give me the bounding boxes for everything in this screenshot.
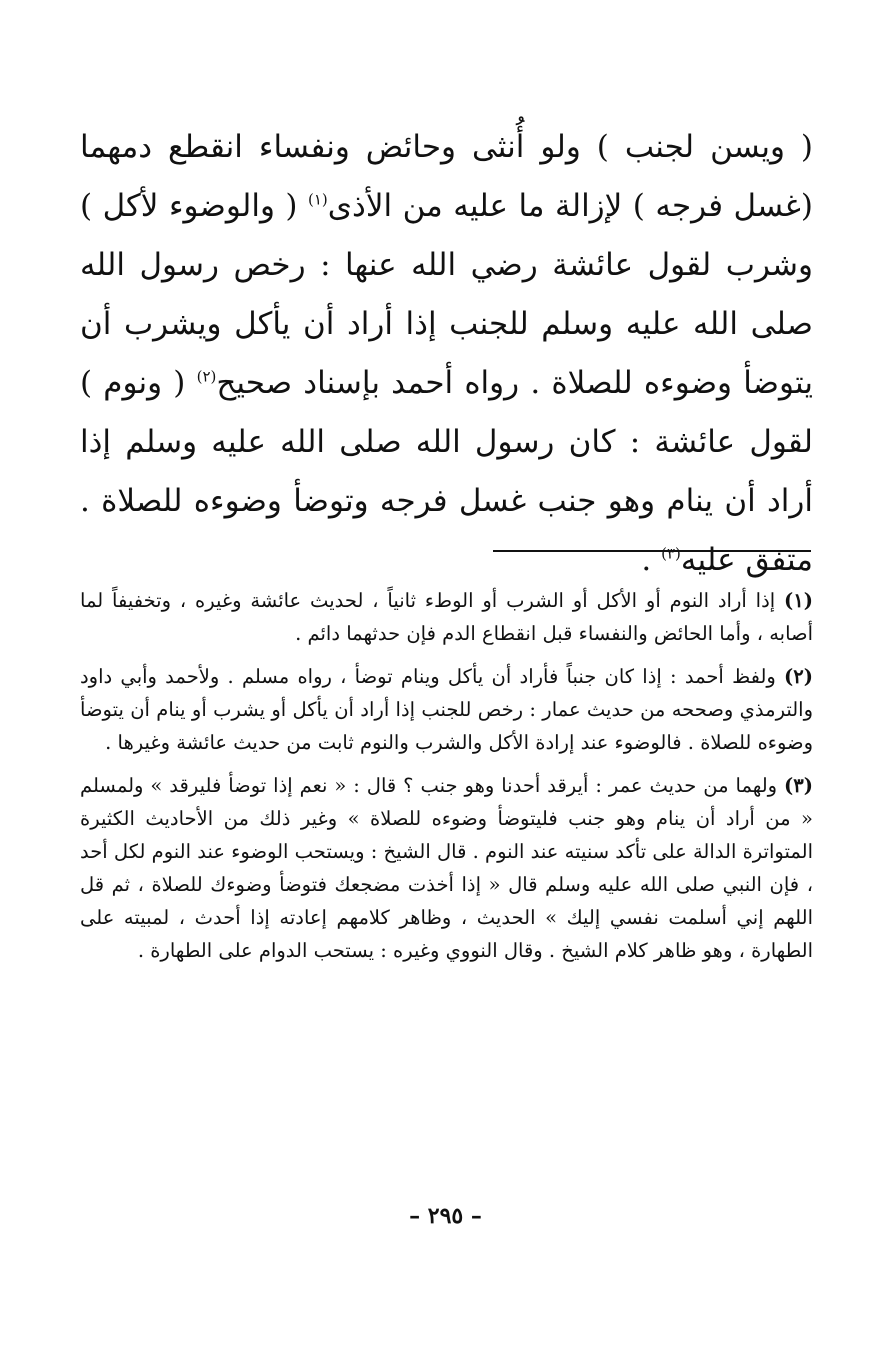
footnote-text: ولفظ أحمد : إذا كان جنباً فأراد أن يأكل وينام توضأ ، رواه مسلم . ولأحمد وأبي داود والترمذي وصححه من حديث عمار : رخص للجنب إذا أراد أن يأكل أو يشرب أو ينام أن يتوضأ وضوءه للصلاة . فالوضوء عند إرادة الأكل والشرب والنوم ثابت من حديث عائشة وغيرها . — [80, 665, 813, 754]
footnote-marker-2[interactable]: (٢) — [196, 367, 217, 386]
footnote-number: (١) — [784, 589, 813, 612]
footnote-1 — [80, 584, 813, 650]
footnote-number: (٢) — [784, 665, 813, 688]
main-paragraph — [80, 118, 813, 590]
footnote-number: (٣) — [784, 774, 813, 797]
footnote-text: ولهما من حديث عمر : أيرقد أحدنا وهو جنب ؟ قال : « نعم إذا توضأ فليرقد » ولمسلم « من أراد أن ينام وهو جنب فليتوضأ وضوءه للصلاة » وغير ذلك من الأحاديث الكثيرة المتواترة الدالة على تأكد سنيته عند النوم . قال الشيخ : ويستحب الوضوء عند النوم لكل أحد ، فإن النبي صلى الله عليه وسلم قال « إذا أخذت مضجعك فتوضأ وضوءك للصلاة ، ثم قل اللهم إني أسلمت نفسي إليك » الحديث ، وظاهر كلامهم إعادته إذا أحدث ، لمبيته على الطهارة ، وهو ظاهر كلام الشيخ . وقال النووي وغيره : يستحب الدوام على الطهارة . — [80, 774, 813, 962]
footnote-text: إذا أراد النوم أو الأكل أو الشرب أو الوطء ثانياً ، لحديث عائشة وغيره ، وتخفيفاً لما أصابه ، وأما الحائض والنفساء قبل انقطاع الدم فإن حدثهما دائم . — [80, 589, 813, 645]
main-text-part-2: ( والوضوء لأكل ) وشرب لقول عائشة رضي الله عنها : رخص رسول الله صلى الله عليه وسلم للجنب إذا أراد أن يأكل ويشرب أن يتوضأ وضوءه للصلاة . رواه أحمد بإسناد صحيح — [80, 188, 813, 401]
main-text-part-3: ( ونوم ) لقول عائشة : كان رسول الله صلى الله عليه وسلم إذا أراد أن ينام وهو جنب غسل فرجه وتوضأ وضوءه للصلاة . متفق عليه — [80, 365, 813, 578]
footnote-3 — [80, 769, 813, 967]
footnotes-section — [80, 584, 813, 977]
footnote-marker-3[interactable]: (٣) — [661, 544, 681, 563]
footnote-marker-1[interactable]: (١) — [307, 190, 328, 209]
main-text-part-4: . — [641, 542, 662, 578]
main-text-part-1: ( ويسن لجنب ) ولو أُنثى وحائض ونفساء انقطع دمهما (غسل فرجه ) لإزالة ما عليه من الأذى — [80, 129, 813, 224]
footnote-2 — [80, 660, 813, 759]
main-text-block — [80, 118, 813, 590]
footnote-separator — [493, 550, 811, 552]
page-number: – ٢٩٥ – — [409, 1203, 482, 1229]
